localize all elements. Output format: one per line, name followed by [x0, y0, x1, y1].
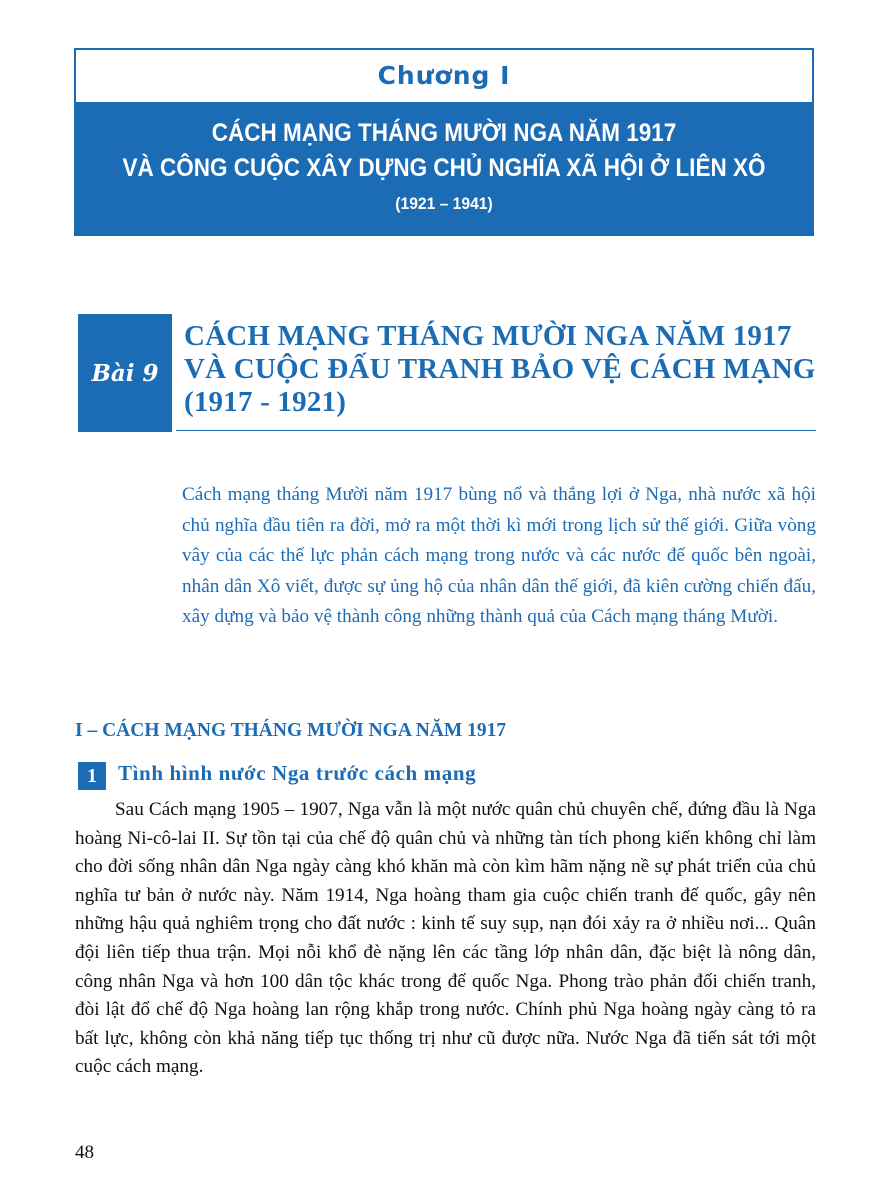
subsection-title: Tình hình nước Nga trước cách mạng [118, 761, 477, 785]
chapter-header [74, 48, 814, 234]
chapter-title-line-2: VÀ CÔNG CUỘC XÂY DỰNG CHỦ NGHĨA XÃ HỘI Ở LIÊN XÔ [122, 154, 766, 182]
section-heading: I – CÁCH MẠNG THÁNG MƯỜI NGA NĂM 1917 [75, 720, 507, 741]
body-paragraph: Sau Cách mạng 1905 – 1907, Nga vẫn là một nước quân chủ chuyên chế, đứng đầu là Nga hoàng Ni-cô-lai II. Sự tồn tại của chế độ quân chủ và những tàn tích phong kiến không chỉ làm cho đời sống nhân dân Nga ngày càng khó khăn mà còn kìm hãm nặng nề sự phát triển của chủ nghĩa tư bản ở nước này. Năm 1914, Nga hoàng tham gia cuộc chiến tranh đế quốc, gây nên những hậu quả nghiêm trọng cho đất nước : kinh tế suy sụp, nạn đói xảy ra ở nhiều nơi... Quân đội liên tiếp thua trận. Mọi nỗi khổ đè nặng lên các tầng lớp nhân dân, đặc biệt là nông dân, công nhân Nga và hơn 100 dân tộc khác trong đế quốc Nga. Phong trào phản đối chiến tranh, đòi lật đổ chế độ Nga hoàng lan rộng khắp trong nước. Chính phủ Nga hoàng ngày càng tỏ ra bất lực, không còn khả năng tiếp tục thống trị như cũ được nữa. Nước Nga đã tiến sát tới một cuộc cách mạng. [75, 799, 816, 1078]
chapter-title [111, 116, 777, 186]
chapter-title-line-1: CÁCH MẠNG THÁNG MƯỜI NGA NĂM 1917 [211, 119, 677, 147]
lesson-title-line-2: VÀ CUỘC ĐẤU TRANH BẢO VỆ CÁCH MẠNG [184, 353, 816, 385]
lesson-divider [176, 430, 816, 431]
lesson-intro: Cách mạng tháng Mười năm 1917 bùng nổ và thắng lợi ở Nga, nhà nước xã hội chủ nghĩa đầu tiên ra đời, mở ra một thời kì mới trong lịch sử thế giới. Giữa vòng vây của các thế lực phản cách mạng trong nước và các nước đế quốc bên ngoài, nhân dân Xô viết, được sự ủng hộ của nhân dân thế giới, đã kiên cường chiến đấu, xây dựng và bảo vệ thành công những thành quả của Cách mạng tháng Mười. [182, 484, 816, 627]
page-number: 48 [75, 1142, 94, 1163]
chapter-label: Chương I [377, 61, 511, 90]
subsection-number: 1 [78, 762, 106, 790]
chapter-years: (1921 – 1941) [395, 194, 493, 213]
lesson-title-line-1: CÁCH MẠNG THÁNG MƯỜI NGA NĂM 1917 [184, 320, 792, 352]
lesson-title [184, 320, 824, 419]
lesson-badge: Bài 9 [78, 314, 172, 432]
lesson-title-line-3: (1917 - 1921) [184, 386, 347, 418]
chapter-title-band [74, 102, 814, 236]
